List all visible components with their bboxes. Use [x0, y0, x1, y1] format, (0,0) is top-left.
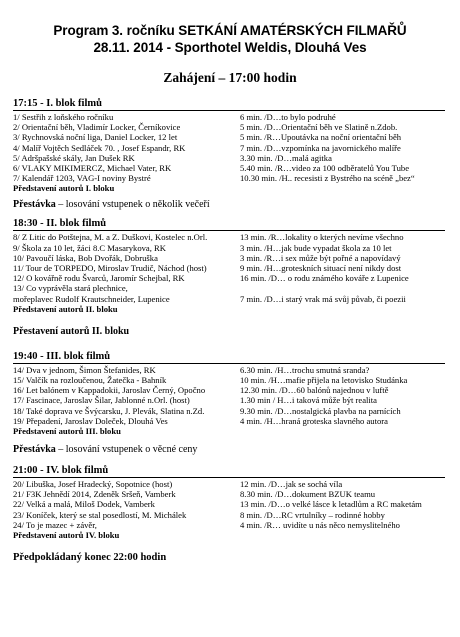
film-info: 5 min. /D…Orientační běh ve Slatině n.Zdob.: [240, 122, 398, 133]
film-row: [13, 365, 453, 375]
film-row: [13, 122, 453, 132]
film-info: [240, 283, 453, 293]
film-info: 4 min. /H…hraná groteska slavného autora: [240, 415, 388, 426]
film-info: 13 min. /R…lokality o kterých nevíme všechno: [240, 232, 404, 243]
film-row: [13, 520, 453, 530]
film-title: 19/ Přepadení, Jaroslav Doleček, Dlouhá Ves: [13, 415, 168, 426]
film-info: 7 min. /D…i starý vrak má svůj půvab, či poezii: [240, 293, 406, 304]
opening-time: Zahájení – 17:00 hodin: [163, 70, 297, 85]
film-title: 18/ Také doprava ve Švýcarsku, J. Plevák, Slatina n.Zd.: [13, 405, 205, 416]
film-row: [13, 143, 453, 153]
film-title: 2/ Orientační běh, Vladimír Locker, Černíkovice: [13, 122, 181, 133]
film-info: 1.30 min / H…i taková může být realita: [240, 395, 377, 406]
film-row: [13, 253, 453, 263]
program-content: [13, 97, 453, 563]
film-row: [13, 273, 453, 283]
film-info: 9 min. /H…groteskních situací není nikdy dost: [240, 263, 402, 274]
film-info: 13 min. /D…o velké lásce k letadlům a RC maketám: [240, 499, 422, 510]
film-title: 23/ Koníček, který se stal posedlostí, M. Michálek: [13, 509, 187, 520]
title-line-2: 28.11. 2014 - Sporthotel Weldis, Dlouhá Ves: [93, 40, 367, 55]
pause-line: [13, 199, 453, 211]
film-title: 5/ Adršpašské skály, Jan Dušek RK: [13, 152, 135, 163]
film-title: 1/ Sestřih z loňského ročníku: [13, 112, 114, 122]
film-row: [13, 163, 453, 173]
film-title: 21/ F3K Jehnědí 2014, Zdeněk Sršeň, Vamberk: [13, 489, 176, 500]
film-info: 3.30 min. /D…malá agitka: [240, 152, 332, 163]
film-row: [13, 232, 453, 242]
film-info: 5 min. /R…Upoutávka na noční orientační běh: [240, 132, 402, 143]
film-row: [13, 375, 453, 385]
film-row: [13, 173, 453, 183]
film-info: 8.30 min. /D…dokument BZUK teamu: [240, 489, 376, 500]
film-title: 14/ Dva v jednom, Šimon Štefanides, RK: [13, 364, 156, 375]
film-row: [13, 479, 453, 489]
authors-presentation: Představení autorů III. bloku: [13, 426, 121, 437]
film-title: 13/ Co vyprávěla stará plechnice,: [13, 283, 128, 294]
block-heading: 17:15 - I. blok filmů: [13, 98, 102, 109]
film-title: 11/ Tour de TORPEDO, Miroslav Trudič, Náchod (host): [13, 263, 207, 274]
pause-line: [13, 444, 453, 456]
film-title: 16/ Let balónem v Kappadokii, Jaroslav Černý, Opočno: [13, 385, 206, 396]
film-info: 16 min. /D… o rodu známého kováře z Lupenice: [240, 273, 409, 284]
film-info: 6 min. /D…to bylo podruhé: [240, 112, 336, 122]
film-row: [13, 406, 453, 416]
pause-label: Přestávka: [13, 199, 56, 211]
film-title: mořeplavec Rudolf Krautschneider, Lupenice: [13, 293, 170, 304]
film-info: 10.30 min. /H.. recesisti z Bystrého na scéně „bez“: [240, 173, 415, 184]
pause-text: – losování vstupenek o několik večeří: [55, 199, 210, 211]
film-info: 12 min. /D…jak se sochá víla: [240, 479, 343, 490]
film-row: [13, 263, 453, 273]
block-heading: 18:30 - II. blok filmů: [13, 218, 107, 230]
block-rule: [13, 110, 445, 111]
film-title: 8/ Z Litic do Potštejna, M. a Z. Duškovi, Kostelec n.Orl.: [13, 232, 208, 243]
block-rule: [13, 363, 445, 364]
film-info: 8 min. /D…RC vrtulníky – rodinné hobby: [240, 509, 385, 520]
block-heading: 19:40 - III. blok filmů: [13, 350, 111, 362]
film-title: 15/ Valčík na rozloučenou, Žatečka - Bahník: [13, 375, 167, 386]
program-title: [0, 22, 460, 56]
film-row: [13, 283, 453, 293]
pause-line: [13, 326, 453, 338]
film-info: 3 min. /R…i sex může být pořné a napovídavý: [240, 252, 401, 263]
film-title: 12/ O kovářně rodu Švarců, Jaromír Schejbal, RK: [13, 273, 185, 284]
authors-presentation: Představení autorů II. bloku: [13, 303, 118, 314]
film-info: 9.30 min. /D…nostalgická plavba na parnících: [240, 405, 401, 416]
film-info: 5.40 min. /R…video za 100 odběratelů You Tube: [240, 163, 410, 174]
pause-label: Přestavení autorů II. bloku: [13, 325, 130, 337]
pause-text: – losování vstupenek o věcné ceny: [55, 444, 198, 456]
film-info: 12.30 min. /D…60 balónů najednou v luftě: [240, 385, 389, 396]
title-line-1: Program 3. ročníku SETKÁNÍ AMATÉRSKÝCH FILMAŘŮ: [53, 23, 407, 38]
block-heading: 21:00 - IV. blok filmů: [13, 465, 109, 477]
film-row: [13, 294, 453, 304]
block-rule: [13, 477, 445, 478]
film-row: [13, 489, 453, 499]
film-title: 17/ Fascinace, Jaroslav Šilar, Jablonné n.Orl. (host): [13, 395, 190, 406]
film-row: [13, 385, 453, 395]
authors-presentation: Představení autorů IV. bloku: [13, 530, 120, 541]
film-info: 4 min. /R… uvidíte u nás něco nemyslitelného: [240, 519, 400, 530]
program-end: Předpokládaný konec 22:00 hodin: [13, 552, 167, 564]
film-title: 7/ Kalendář 1203, VAG-I noviny Bystré: [13, 173, 151, 184]
film-row: [13, 153, 453, 163]
film-row: [13, 112, 453, 122]
film-title: 4/ Malíř Vojtěch Sedláček 70. , Josef Espandr, RK: [13, 142, 186, 153]
film-row: [13, 499, 453, 509]
film-info: 7 min. /D…vzpomínka na javornického malíře: [240, 142, 401, 153]
film-info: 10 min. /H…mafie přijela na letovisko Studánka: [240, 375, 408, 386]
film-title: 22/ Velká a malá, Miloš Dodek, Vamberk: [13, 499, 155, 510]
film-row: [13, 395, 453, 405]
film-title: 9/ Škola za 10 let, žáci 8.C Masarykova, RK: [13, 242, 166, 253]
pause-label: Přestávka: [13, 444, 56, 456]
film-info: 6.30 min. /H…trochu smutná sranda?: [240, 364, 370, 375]
film-title: 6/ VLAKY MIKIMERCZ, Michael Vater, RK: [13, 163, 172, 174]
film-title: 24/ To je mazec + závěr,: [13, 519, 97, 530]
block-rule: [13, 230, 445, 231]
film-row: [13, 510, 453, 520]
film-row: [13, 243, 453, 253]
film-row: [13, 416, 453, 426]
film-row: [13, 132, 453, 142]
film-title: 3/ Rychnovská noční liga, Daniel Locker, 12 let: [13, 132, 178, 143]
film-info: 3 min. /H…jak bude vypadat škola za 10 let: [240, 242, 392, 253]
film-title: 10/ Pavoučí láska, Bob Dvořák, Dobruška: [13, 252, 158, 263]
film-title: 20/ Libuška, Josef Hradecký, Sopotnice (host): [13, 479, 173, 490]
authors-presentation: Představení autorů I. bloku: [13, 183, 115, 194]
